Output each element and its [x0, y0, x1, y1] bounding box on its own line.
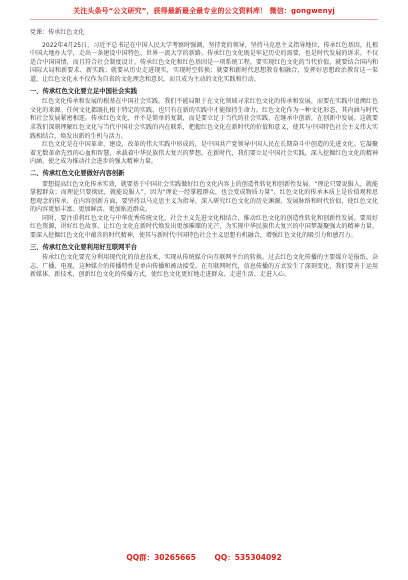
qq-group-label: QQ群：30265665 — [126, 553, 196, 562]
qq-label: QQ：535304092 — [214, 553, 282, 562]
header-banner: 关注头条号“公文研究”，获得最新最全最专业的公文资料库！ 微信：gongwenyj — [73, 7, 335, 15]
intro-paragraph: 2022年4月25日，习近平总书记在中国人民大学考察时强调，坚持党的领导，坚持马克思主义指导地位，传承红色基因，扎根中国大地办大学，走出一条建设中国特色、世界一流大学的新路。传承红色文化既是牢记历史的需要，也是时代发展的诉求。不仅适合中国国情，而且符合社会制度设计。传承红色文化和红色基因是一项系统工程，要实现红色文化的当代价值，就要结合国内和国际大局和新要求、新实践；就要从历史走进现实，实现时空转换；就要和新时代思想教育相融合，发挥好思想政治教育这一渠道，让红色文化永不仅作为自省的文化理念和意识，而且成为主动的文化实践和行动。 — [30, 41, 378, 83]
section-heading-2: 二、传承红色文化要做好内容创新 — [30, 169, 125, 177]
section-heading-3: 三、传承红色文化要利用好互联网平台 — [30, 243, 138, 251]
paragraph: 红色文化是在中国革命、建设、改革的伟大实践中形成的，是中国共产党领导中国人民在长期奋斗中创造的先进文化。它凝聚着无数革命先烈的心血和智慧，承载着中华民族伟大复兴的梦想。在新时代，我们要立足中国社会实践，深入挖掘红色文化的精神内涵，使之成为推动社会进步的强大精神力量。 — [30, 141, 378, 166]
paragraph: 传承红色文化要充分利用现代化的信息技术，实现从传统媒介向互联网平台的转换。过去红色文化传播的主要媒介是报纸、杂志、广播、电视，这种媒介的传播特性是单向传播和被动接受。在互联网时代，信息传播的方式发生了深刻变化，我们要善于运用新媒体、新技术，创新红色文化的传播方式，使红色文化更好地走进群众、走进生活、走进人心。 — [30, 254, 378, 279]
paragraph: 红色文化传承和发展的根基在中国社会实践。我们不能局限于在文化领域寻求红色文化的传承和发展，而要在实践中追溯红色文化的来源。任何文化都既扎根于特定的实践，也只有在新的实践中才能保持生命力。红色文化作为一种文化形态，其内涵与时代和社会发展紧密相连。传承红色文化，并不是简单的复制，而是要立足于当代的社会实践，在继承中创新，在创新中发展。这就要求我们深刻理解红色文化与当代中国社会实践的内在联系，把握红色文化在新时代的价值和意义，使其与中国特色社会主义伟大实践相结合，焕发出新的生机与活力。 — [30, 98, 378, 140]
header-divider — [30, 19, 378, 20]
footer-contact — [0, 552, 408, 563]
paragraph: 要想提高红色文化传承实效，就要基于中国社会实践做好红色文化内容上的创造性转化和创新性发展。“理论只要说服人，就能掌握群众；而理论只要彻底，就能说服人”，因为“理论一经掌握群众，也会变成物质力量”。红色文化的传承本质上是价值观和思想观念的传承。在内容创新方面，要坚持以马克思主义为指导，深入研究红色文化的历史渊源、发展脉络和时代价值，使红色文化的内容更加丰富、更加鲜活、更加贴近群众。 — [30, 180, 378, 214]
paragraph: 同时，要注重将红色文化与中华优秀传统文化、社会主义先进文化相结合，推动红色文化的创造性转化和创新性发展。要用好红色资源，讲好红色故事，让红色文化在新时代焕发出更加璀璨的光芒，为实现中华民族伟大复兴的中国梦凝聚强大的精神力量。要深入挖掘红色文化中蕴含的时代精神，使其与新时代中国特色社会主义思想有机融合，增强红色文化的吸引力和感召力。 — [30, 214, 378, 240]
section-heading-1: 一、传承红色文化要立足中国社会实践 — [30, 87, 138, 95]
section-label: 党课：传承红色文化 — [30, 29, 85, 36]
document-body — [30, 27, 378, 280]
